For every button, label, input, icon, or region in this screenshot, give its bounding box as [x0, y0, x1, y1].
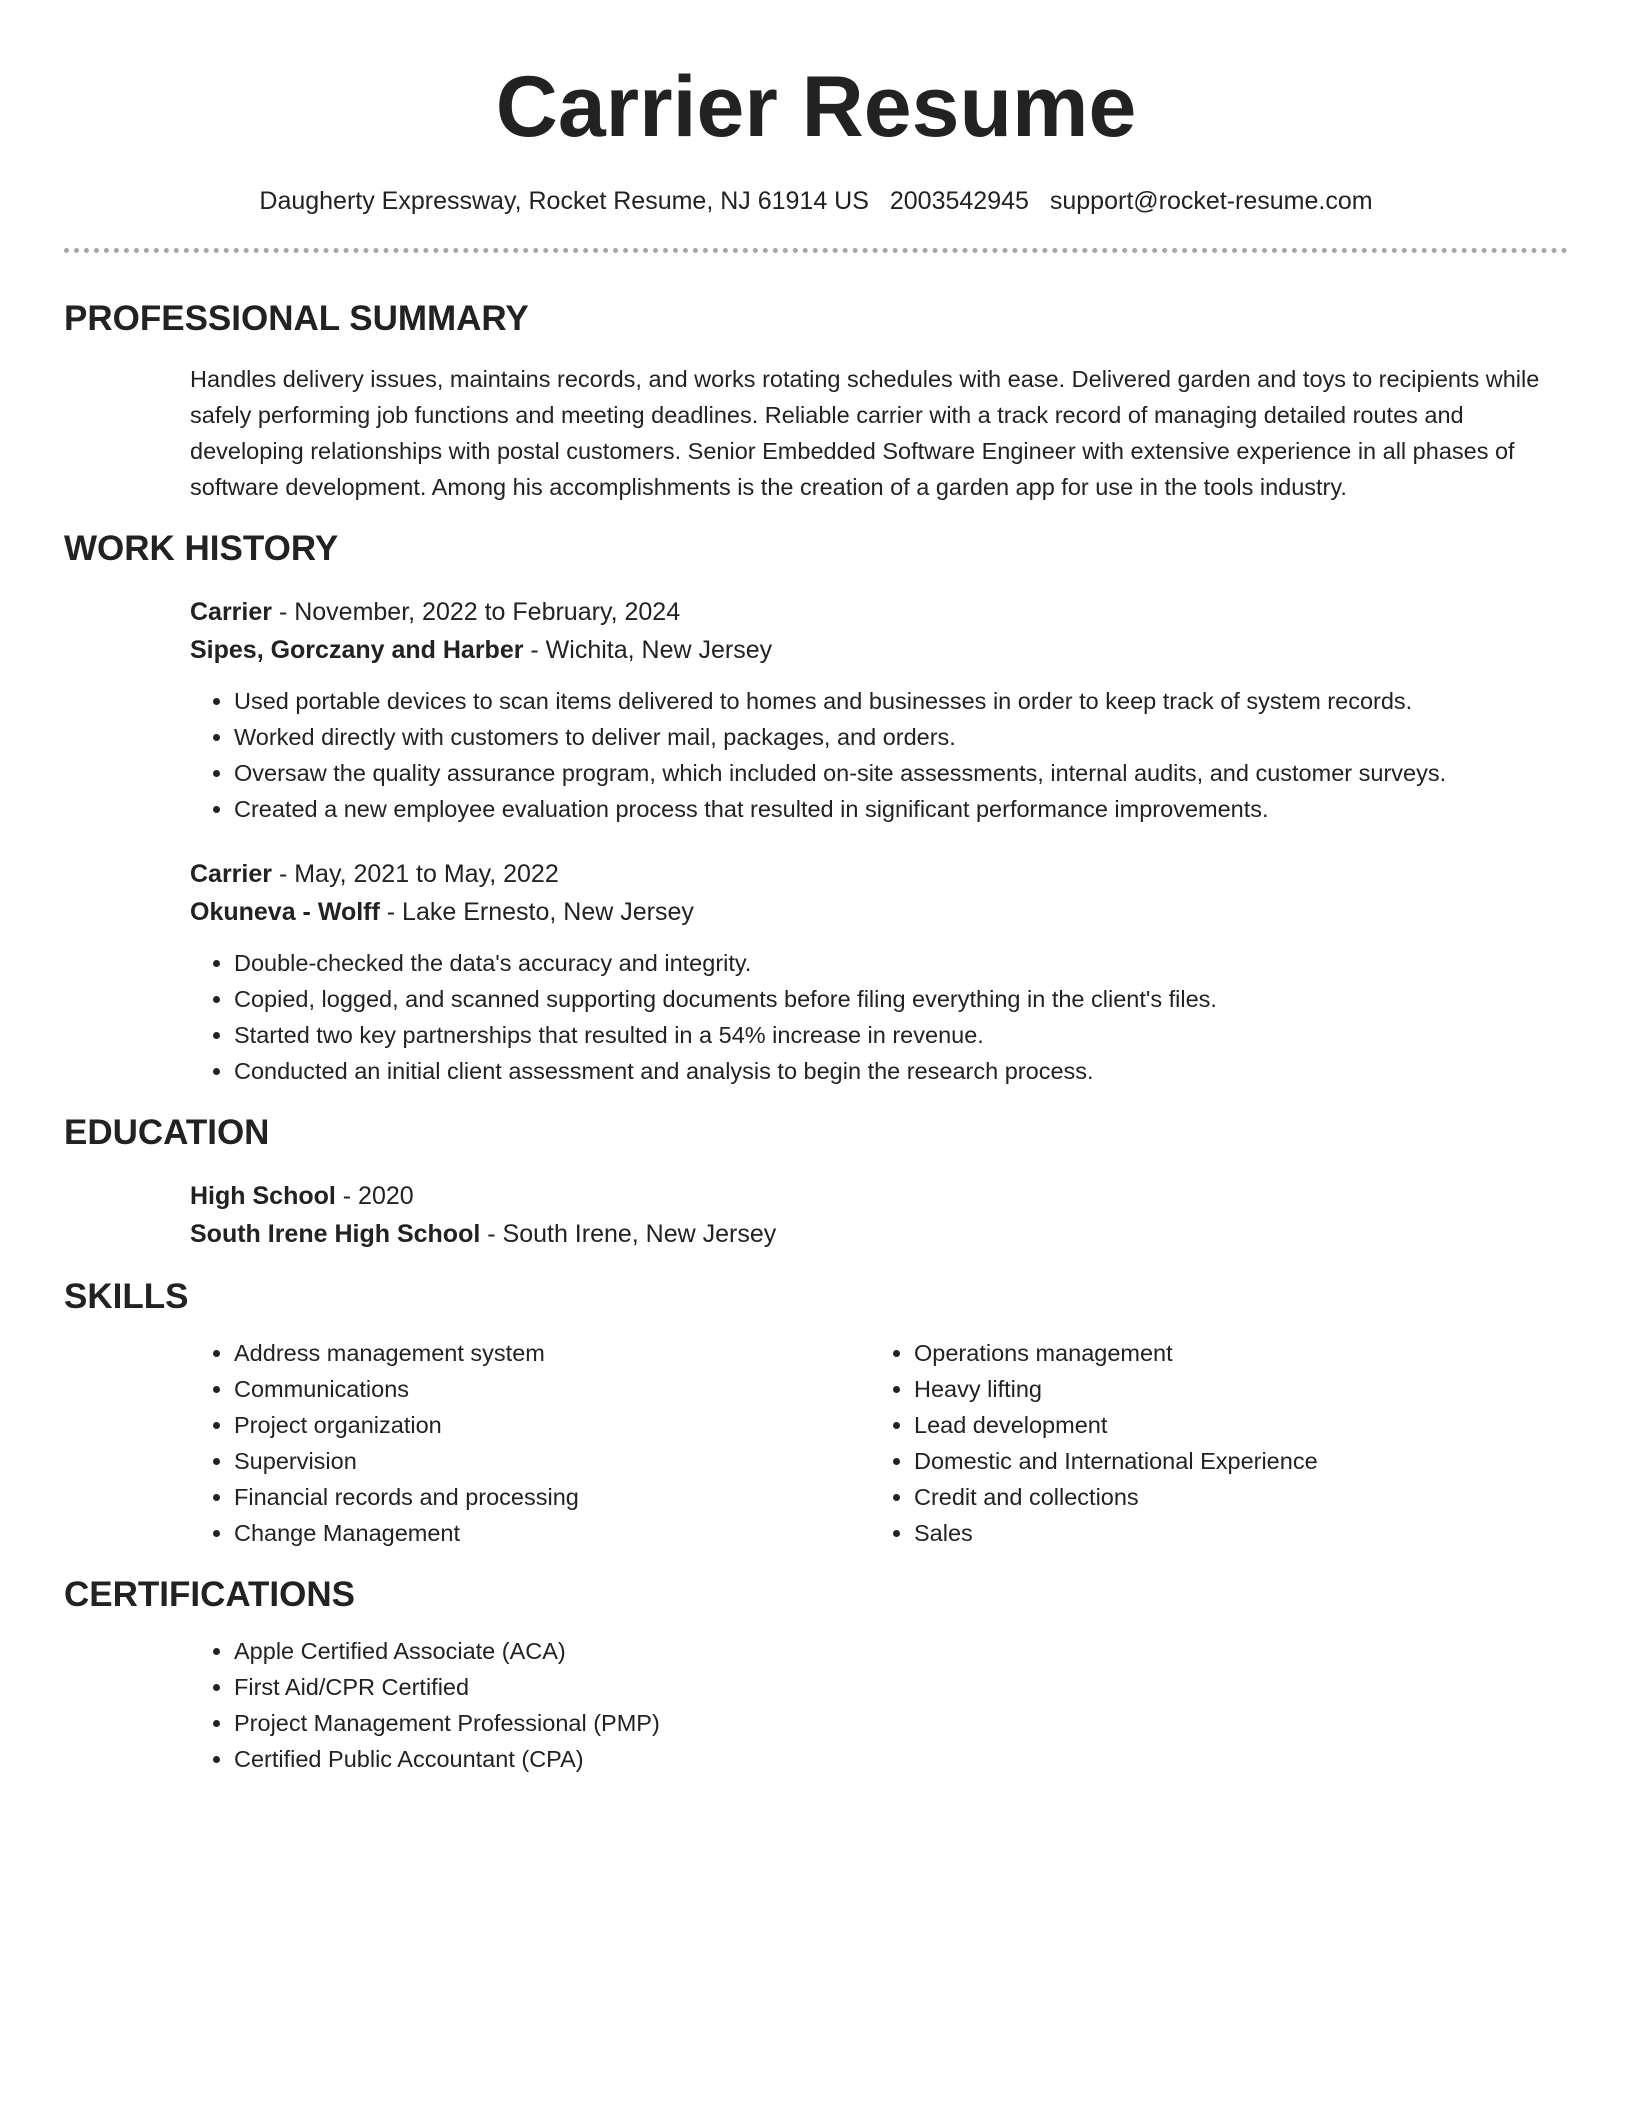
- section-heading: SKILLS: [64, 1277, 189, 1316]
- education-school-line: [190, 1215, 1568, 1253]
- list-item: • Change Management: [234, 1515, 870, 1551]
- list-item: • Heavy lifting: [914, 1371, 1550, 1407]
- skills-section: [64, 1275, 1568, 1551]
- job-entry: [190, 593, 1568, 827]
- list-item: • Created a new employee evaluation process that resulted in significant performance improvements.: [234, 791, 1568, 827]
- section-body: [190, 1335, 1568, 1551]
- list-item: • First Aid/CPR Certified: [234, 1669, 1568, 1705]
- list-item: • Used portable devices to scan items delivered to homes and businesses in order to keep track of system records.: [234, 683, 1568, 719]
- job-company-line: [190, 631, 1568, 669]
- education-school: South Irene High School: [190, 1220, 481, 1248]
- job-dates: - November, 2022 to February, 2024: [272, 598, 681, 626]
- section-heading: WORK HISTORY: [64, 529, 339, 568]
- list-item: • Operations management: [914, 1335, 1550, 1371]
- list-item: • Address management system: [234, 1335, 870, 1371]
- job-title: Carrier: [190, 860, 272, 888]
- list-item: • Certified Public Accountant (CPA): [234, 1741, 1568, 1777]
- list-item: • Communications: [234, 1371, 870, 1407]
- section-body: [190, 593, 1568, 1089]
- list-item: • Double-checked the data's accuracy and integrity.: [234, 945, 1568, 981]
- list-item: • Project organization: [234, 1407, 870, 1443]
- section-body: [190, 361, 1568, 505]
- list-item: • Oversaw the quality assurance program, which included on-site assessments, internal audits, and customer surveys.: [234, 755, 1568, 791]
- job-location: - Lake Ernesto, New Jersey: [379, 898, 694, 926]
- job-title: Carrier: [190, 598, 272, 626]
- resume-title: Carrier Resume: [495, 59, 1137, 155]
- job-location: - Wichita, New Jersey: [523, 636, 773, 664]
- list-item: • Credit and collections: [914, 1479, 1550, 1515]
- section-heading: PROFESSIONAL SUMMARY: [64, 299, 529, 338]
- job-bullets: [190, 945, 1568, 1089]
- list-item: • Apple Certified Associate (ACA): [234, 1633, 1568, 1669]
- job-company: Sipes, Gorczany and Harber: [190, 636, 524, 664]
- work-history-section: [64, 527, 1568, 1089]
- header-divider: [64, 248, 1568, 253]
- resume-header: [64, 0, 1568, 253]
- list-item: • Project Management Professional (PMP): [234, 1705, 1568, 1741]
- skills-grid: [190, 1335, 1568, 1551]
- list-item: • Copied, logged, and scanned supporting documents before filing everything in the client's files.: [234, 981, 1568, 1017]
- list-item: • Domestic and International Experience: [914, 1443, 1550, 1479]
- certifications-list: [190, 1633, 1568, 1777]
- contact-line: [64, 184, 1568, 218]
- job-title-line: [190, 593, 1568, 631]
- education-location: - South Irene, New Jersey: [480, 1220, 777, 1248]
- contact-email: support@rocket-resume.com: [1049, 187, 1373, 215]
- skills-list-right: [870, 1335, 1550, 1551]
- job-bullets: [190, 683, 1568, 827]
- education-section: [64, 1111, 1568, 1253]
- section-heading: CERTIFICATIONS: [64, 1575, 356, 1614]
- professional-summary-section: [64, 297, 1568, 505]
- summary-text: Handles delivery issues, maintains records, and works rotating schedules with ease. Delivered garden and toys to recipients while safely performing job functions and meeting deadlines. Reliable carrier with a track record of managing detailed routes and developing relationships with postal customers. Senior Embedded Software Engineer with extensive experience in all phases of software development. Among his accomplishments is the creation of a garden app for use in the tools industry.: [190, 366, 1540, 500]
- section-body: [190, 1177, 1568, 1253]
- job-company: Okuneva - Wolff: [190, 898, 380, 926]
- education-degree: High School: [190, 1182, 336, 1210]
- list-item: • Started two key partnerships that resulted in a 54% increase in revenue.: [234, 1017, 1568, 1053]
- list-item: • Supervision: [234, 1443, 870, 1479]
- education-year: - 2020: [335, 1182, 414, 1210]
- section-body: [190, 1633, 1568, 1777]
- skills-list-left: [190, 1335, 870, 1551]
- list-item: • Worked directly with customers to deliver mail, packages, and orders.: [234, 719, 1568, 755]
- job-company-line: [190, 893, 1568, 931]
- list-item: • Lead development: [914, 1407, 1550, 1443]
- list-item: • Conducted an initial client assessment and analysis to begin the research process.: [234, 1053, 1568, 1089]
- certifications-section: [64, 1573, 1568, 1777]
- section-heading: EDUCATION: [64, 1113, 270, 1152]
- job-title-line: [190, 855, 1568, 893]
- education-degree-line: [190, 1177, 1568, 1215]
- list-item: • Financial records and processing: [234, 1479, 870, 1515]
- contact-phone: 2003542945: [889, 187, 1029, 215]
- list-item: • Sales: [914, 1515, 1550, 1551]
- contact-address: Daugherty Expressway, Rocket Resume, NJ 61914 US: [259, 187, 869, 215]
- job-dates: - May, 2021 to May, 2022: [272, 860, 559, 888]
- job-entry: [190, 855, 1568, 1089]
